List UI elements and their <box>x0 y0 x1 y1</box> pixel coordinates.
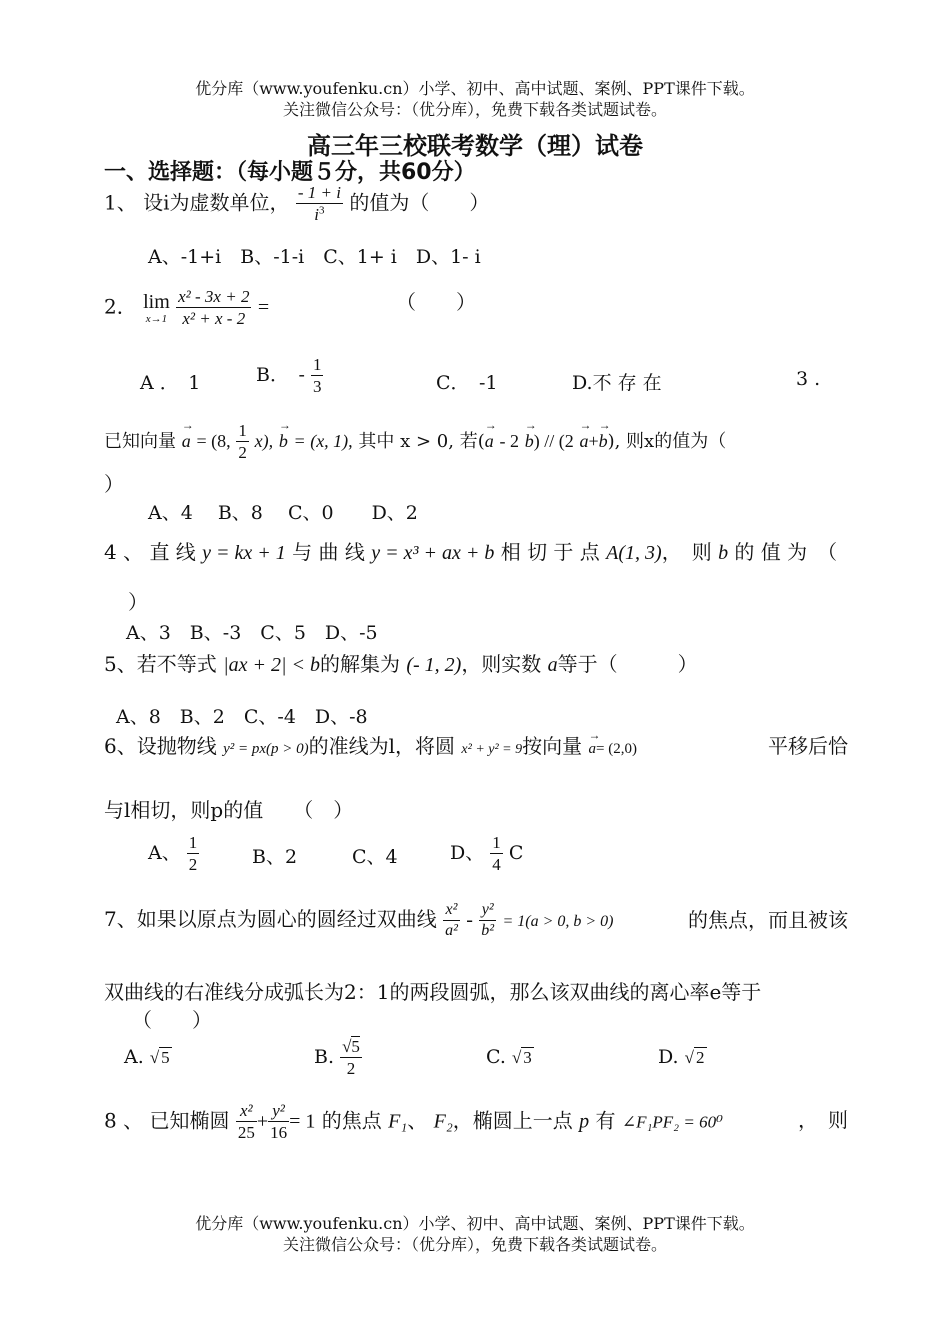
q8-plus: + <box>256 1110 269 1133</box>
q4-curve-eq: y = x³ + ax + b <box>371 542 495 564</box>
q5-inequality: |ax + 2| < b <box>223 654 320 676</box>
q6-option-a-frac <box>187 832 200 876</box>
q6-parabola: y² = px(p > 0) <box>223 741 309 757</box>
q3-cond-mid: - 2 <box>499 430 519 451</box>
q7-option-a-label: A. <box>124 1046 144 1068</box>
q7-option-d-sqrt: √ 2 <box>684 1048 705 1067</box>
q1-prefix: 设i为虚数单位， <box>143 190 290 215</box>
q5-text-2: 的解集为 <box>319 652 400 676</box>
q8-frac-1-den: 25 <box>237 1123 255 1143</box>
q3-cond-plus: + <box>588 430 599 451</box>
q8-sep: 、 <box>407 1108 428 1133</box>
q4-close: ） <box>128 590 148 614</box>
q6-circle: x² + y² = 9 <box>461 742 523 757</box>
q7-frac-2-den: b² <box>481 922 495 939</box>
q6-line-2: 与l相切，则p的值 （ ） <box>104 798 354 822</box>
q7-option-c-sqrt: √ 3 <box>511 1048 532 1067</box>
q2-option-b <box>256 354 323 398</box>
question-5 <box>104 648 698 677</box>
q3-options: A、4 B、8 C、0 D、2 <box>148 502 418 524</box>
q2-frac-num: x² - 3x + 2 <box>176 286 251 308</box>
q7-option-d-label: D. <box>658 1046 679 1068</box>
q3-cond-b2: → b <box>599 431 608 452</box>
q5-text-1: 若不等式 <box>136 652 217 676</box>
q2-option-a: A ． 1 <box>140 372 201 394</box>
q1-number: 1、 <box>104 190 137 215</box>
q8-focus-1: F₁ <box>388 1110 408 1133</box>
q6-option-d-den: 4 <box>492 855 501 875</box>
q6-text-4: 平移后恰 <box>768 734 848 758</box>
q5-text-4: 等于（ ） <box>557 652 698 676</box>
q2-option-b-label: B． - <box>256 363 305 386</box>
q8-frac-2 <box>268 1100 289 1144</box>
q6-answer: C <box>508 841 524 864</box>
q2-blank: （ ） <box>396 290 476 314</box>
q2-option-d: D.不 存 在 <box>572 372 662 394</box>
q6-option-d-frac <box>490 832 503 876</box>
q8-number: 8 、 <box>104 1108 144 1133</box>
q3-half-den: 2 <box>238 443 247 463</box>
q4-var-b: b <box>718 542 729 564</box>
q3-half <box>236 420 249 464</box>
header-line-2: 关注微信公众号：（优分库），免费下载各类试题试卷。 <box>282 100 667 119</box>
q6-option-a-num: 1 <box>187 832 200 854</box>
q2-option-b-den: 3 <box>312 377 322 397</box>
q3-vector-b: → b <box>279 431 288 452</box>
q1-options: A、-1+i B、-1-i C、1+ i D、1- i <box>148 246 481 268</box>
q2-lim-text: lim <box>143 290 170 313</box>
question-8 <box>104 1100 848 1144</box>
q5-text-3: ，则实数 <box>461 652 542 676</box>
q8-frac-1-num: x² <box>236 1100 257 1122</box>
q4-text-1: 直 线 <box>149 540 196 564</box>
q2-option-c: C． -1 <box>436 372 498 394</box>
q3-cond-a: → a <box>485 431 494 452</box>
q7-frac-1-den: a² <box>445 922 458 939</box>
question-2 <box>104 286 269 330</box>
q5-options: A、8 B、2 C、-4 D、-8 <box>116 706 368 728</box>
q3-a-value-2: x), <box>254 430 274 451</box>
q2-fraction <box>176 286 251 330</box>
question-4 <box>104 536 848 565</box>
q8-text-4: 有 <box>595 1108 616 1133</box>
q7-number: 7、 <box>104 907 137 931</box>
q6-vector-value: = (2,0) <box>595 741 637 757</box>
q6-option-a <box>148 832 199 876</box>
q6-vector-a: → a <box>588 741 596 758</box>
q8-text-5: ， 则 <box>798 1108 848 1132</box>
q3-close: ） <box>104 472 124 496</box>
footer-line-1: 优分库（www.youfenku.cn）小学、初中、高中试题、案例、PPT课件下载。 <box>195 1214 755 1233</box>
q8-text-2: 的焦点 <box>321 1108 382 1133</box>
q7-option-b-frac: $\frac{√5}{2}$ <box>342 1037 360 1079</box>
q6-text-2: 的准线为l，将圆 <box>308 734 456 758</box>
q7-option-b-num: 5 <box>351 1037 360 1056</box>
q3-condition: 其中 x > 0, 若( <box>358 430 485 452</box>
q7-minus: - <box>466 909 473 931</box>
q7-option-a <box>124 1046 172 1068</box>
q4-text-2: 与 曲 线 <box>292 540 365 564</box>
q1-frac-den-sup: 3 <box>319 204 325 217</box>
q5-var-a: a <box>547 654 558 676</box>
q3-text: 已知向量 <box>104 430 176 452</box>
q3-cond-par: ) // (2 <box>533 430 574 451</box>
q8-text-3: ，椭圆上一点 <box>452 1108 573 1133</box>
q8-ellipse-rest: = 1 <box>289 1110 316 1133</box>
q2-lim-sub: x→1 <box>145 312 168 325</box>
q3-cond-b: → b <box>525 431 534 452</box>
q3-cond-end: ), 则x的值为（ <box>607 430 727 452</box>
q7-option-d-val: 2 <box>696 1048 705 1067</box>
q8-text-1: 已知椭圆 <box>149 1108 230 1133</box>
q1-fraction <box>296 182 343 226</box>
q4-text-5: 的 值 为 （ <box>734 540 838 564</box>
q3-vector-a: → a <box>182 431 191 452</box>
footer-line-2: 关注微信公众号：（优分库），免费下载各类试题试卷。 <box>282 1235 667 1254</box>
q2-frac-den: x² + x - 2 <box>182 309 246 329</box>
q4-text-4: ， 则 <box>661 540 712 564</box>
q8-point-p: p <box>579 1110 590 1133</box>
q6-option-d <box>450 832 523 876</box>
q7-hyperbola-rest: = 1(a > 0, b > 0) <box>502 913 614 930</box>
q6-number: 6、 <box>104 734 137 758</box>
q7-line-2: 双曲线的右准线分成弧长为2：1的两段圆弧，那么该双曲线的离心率e等于 <box>104 980 762 1004</box>
q7-frac-2 <box>479 900 496 941</box>
q7-frac-2-num: y² <box>479 900 496 921</box>
q7-option-b <box>314 1036 362 1080</box>
q2-option-b-frac <box>311 354 324 398</box>
q4-line-eq: y = kx + 1 <box>202 542 286 564</box>
q6-option-a-den: 2 <box>188 855 198 875</box>
q6-text-3: 按向量 <box>522 734 583 758</box>
question-1 <box>104 182 489 226</box>
q7-option-d <box>658 1046 707 1068</box>
q1-frac-num: - 1 + i <box>296 182 343 204</box>
q7-frac-1-num: x² <box>443 900 460 921</box>
q7-option-c-val: 3 <box>523 1048 532 1067</box>
q4-options: A、3 B、-3 C、5 D、-5 <box>126 622 378 644</box>
section-heading: 一、选择题：（每小题５分，共60分） <box>104 160 476 185</box>
q7-option-b-den: 2 <box>346 1059 356 1079</box>
q7-option-b-label: B. <box>314 1045 335 1068</box>
q1-frac-den: i <box>314 205 320 225</box>
q7-text-2: 的焦点，而且被该 <box>688 908 848 932</box>
q3-b-value: = (x, 1), <box>293 430 353 451</box>
q6-option-d-label: D、 <box>450 841 485 864</box>
q3-half-num: 1 <box>236 420 249 442</box>
q8-frac-2-num: y² <box>268 1100 289 1122</box>
q3-a-value: = (8, <box>196 430 231 451</box>
q3-number: 3 . <box>796 368 821 390</box>
q6-option-b: B、2 <box>252 846 298 868</box>
q7-option-a-sqrt: √ 5 <box>149 1048 170 1067</box>
q7-frac-1 <box>443 900 460 941</box>
question-3 <box>104 420 726 464</box>
exam-title: 高三年三校联考数学（理）试卷 <box>307 132 643 160</box>
question-7 <box>104 900 848 941</box>
q6-text-1: 设抛物线 <box>136 734 217 758</box>
q2-option-b-num: 1 <box>311 354 324 376</box>
q7-option-a-val: 5 <box>161 1048 170 1067</box>
q6-option-d-num: 1 <box>490 832 503 854</box>
q8-focus-2: F₂ <box>433 1110 453 1133</box>
q7-option-c <box>486 1046 534 1068</box>
q6-option-a-label: A、 <box>148 841 181 864</box>
q8-frac-2-den: 16 <box>270 1123 288 1143</box>
q5-solution-set: (- 1, 2) <box>406 654 462 676</box>
q2-equals: = <box>257 296 270 319</box>
q2-number: 2． <box>104 294 137 319</box>
header-line-1: 优分库（www.youfenku.cn）小学、初中、高中试题、案例、PPT课件下载。 <box>195 79 755 98</box>
q4-text-3: 相 切 于 点 <box>500 540 600 564</box>
q7-blank: （ ） <box>132 1008 212 1032</box>
q1-suffix: 的值为（ ） <box>349 190 490 215</box>
q4-number: 4 、 <box>104 540 144 564</box>
q2-limit <box>143 291 170 325</box>
question-6 <box>104 730 848 759</box>
q7-option-c-label: C. <box>486 1046 506 1068</box>
q7-text-1: 如果以原点为圆心的圆经过双曲线 <box>136 907 437 931</box>
q6-option-c: C、4 <box>352 846 398 868</box>
q5-number: 5、 <box>104 652 137 676</box>
q4-point: A(1, 3) <box>606 542 662 564</box>
q8-frac-1 <box>236 1100 257 1144</box>
q3-cond-a2: → a <box>579 431 588 452</box>
q8-angle: ∠F₁PF₂ = 60⁰ <box>621 1112 723 1132</box>
